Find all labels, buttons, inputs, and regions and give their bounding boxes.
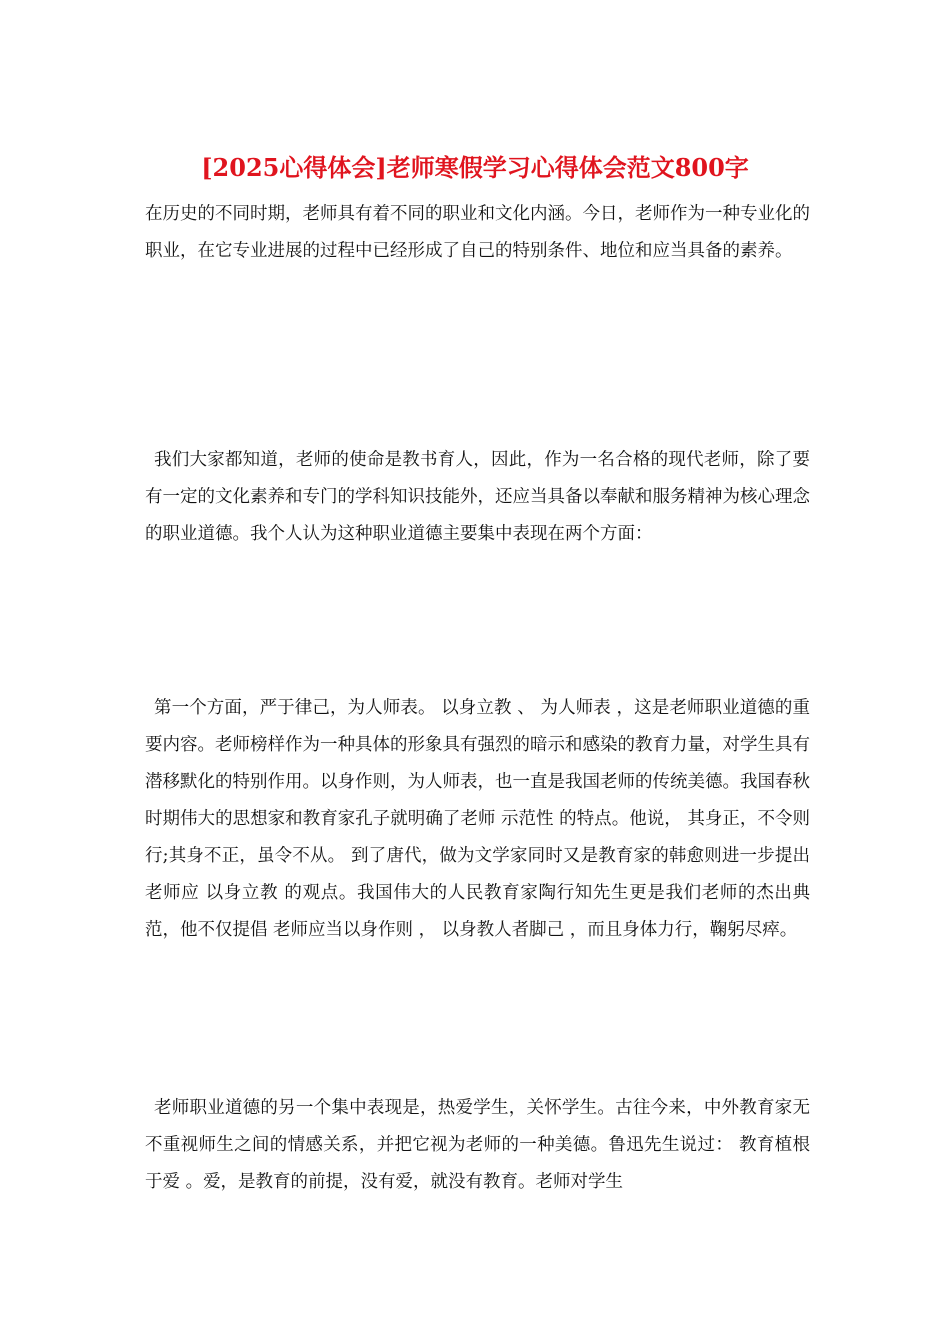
paragraph-3: 第一个方面，严于律己，为人师表。 以身立教 、 为人师表 ，这是老师职业道德的重要内容。老师榜样作为一种具体的形象具有强烈的暗示和感染的教育力量，对学生具有潜移默化的特别作用。以身作则，为人师表，也一直是我国老师的传统美德。我国春秋时期伟大的思想家和教育家孔子就明确了老师 示范性 的特点。他说， 其身正，不令则行;其身不正，虽令不从。 到了唐代，做为文学家同时又是教育家的韩愈则进一步提出老师应 以身立教 的观点。我国伟大的人民教育家陶行知先生更是我们老师的杰出典范，他不仅提倡 老师应当以身作则 ， 以身教人者脚己 ，而且身体力行，鞠躬尽瘁。: [145, 698, 810, 940]
paragraph-4: 老师职业道德的另一个集中表现是，热爱学生，关怀学生。古往今来，中外教育家无不重视师生之间的情感关系，并把它视为老师的一种美德。鲁迅先生说过： 教育植根于爱 。爱，是教育的前提，没有爱，就没有教育。老师对学生: [145, 1098, 810, 1192]
document-title: [2025心得体会]老师寒假学习心得体会范文800字: [201, 153, 749, 182]
paragraph-1: 在历史的不同时期，老师具有着不同的职业和文化内涵。今日，老师作为一种专业化的职业，在它专业进展的过程中已经形成了自己的特别条件、地位和应当具备的素养。: [145, 204, 810, 261]
paragraph-2: 我们大家都知道，老师的使命是教书育人，因此，作为一名合格的现代老师，除了要有一定的文化素养和专门的学科知识技能外，还应当具备以奉献和服务精神为核心理念的职业道德。我个人认为这种职业道德主要集中表现在两个方面：: [145, 450, 810, 544]
